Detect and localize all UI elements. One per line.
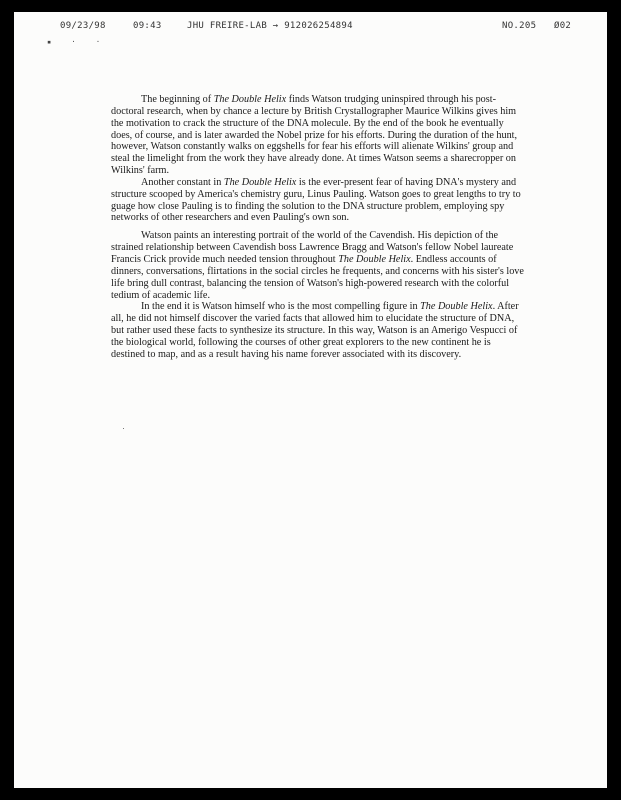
fax-sender: JHU FREIRE-LAB → 912026254894 bbox=[187, 21, 353, 31]
paragraph bbox=[111, 177, 527, 224]
paragraph bbox=[111, 94, 527, 177]
fax-page bbox=[14, 12, 607, 788]
text-run: finds Watson trudging uninspired through his post-doctoral research, when by chance a lecture by British Crystallographer Maurice Wilkins gives him the motivation to crack the structure of the DNA molecule. By the end of the book he eventually does, of course, and is later awarded the Nobel prize for his efforts. During the duration of the hunt, however, Watson constantly walks on eggshells for fear his efforts will alienate Wilkins' group and steal the limelight from the work they have already done. At times Watson seems a sharecropper on Wilkins' farm. bbox=[111, 94, 518, 177]
text-run: . Endless accounts of dinners, conversations, flirtations in the social circles he frequents, and concerns with his sister's love life bring dull contrast, balancing the tension of Watson's high-powered research with the colorful tedium of academic life. bbox=[111, 253, 524, 301]
text-run: The beginning of bbox=[141, 94, 214, 105]
book-title: The Double Helix bbox=[420, 301, 493, 313]
scan-speck bbox=[123, 428, 124, 429]
fax-number: NO.205 bbox=[502, 21, 537, 31]
fax-page-number: Ø02 bbox=[554, 21, 572, 31]
book-title: The Double Helix bbox=[213, 94, 287, 105]
scan-speckle-marks: ▪ · · bbox=[47, 38, 109, 46]
paragraph bbox=[111, 301, 527, 360]
text-run: Watson paints an interesting portrait of the world of the Cavendish. His depiction of the strained relationship between Cavendish boss Lawrence Bragg and Watson's fellow Nobel laureate Francis Crick provide much needed tension throughout bbox=[111, 230, 514, 265]
paragraph bbox=[111, 230, 527, 301]
text-run: is the ever-present fear of having DNA's mystery and structure scooped by America's chemistry guru, Linus Pauling. Watson goes to great lengths to try to guage how close Pauling is to finding the solution to the DNA structure problem, employing spy networks of other researchers and even Pauling's own son. bbox=[111, 176, 521, 224]
text-run: . After all, he did not himself discover the varied facts that allowed him to elucidate the structure of DNA, but rather used these facts to synthesize its structure. In this way, Watson is an Amerigo Vespucci of the biological world, following the courses of other great explorers to the new continent he is destined to map, and as a result having his name forever associated with its discovery. bbox=[111, 301, 519, 360]
fax-date: 09/23/98 bbox=[60, 21, 106, 31]
text-run: Another constant in bbox=[141, 176, 224, 188]
fax-header bbox=[14, 12, 607, 52]
fax-time: 09:43 bbox=[133, 21, 162, 31]
book-title: The Double Helix bbox=[338, 253, 411, 265]
text-run: In the end it is Watson himself who is the most compelling figure in bbox=[141, 301, 421, 313]
book-title: The Double Helix bbox=[223, 176, 297, 188]
essay-body bbox=[111, 94, 527, 361]
